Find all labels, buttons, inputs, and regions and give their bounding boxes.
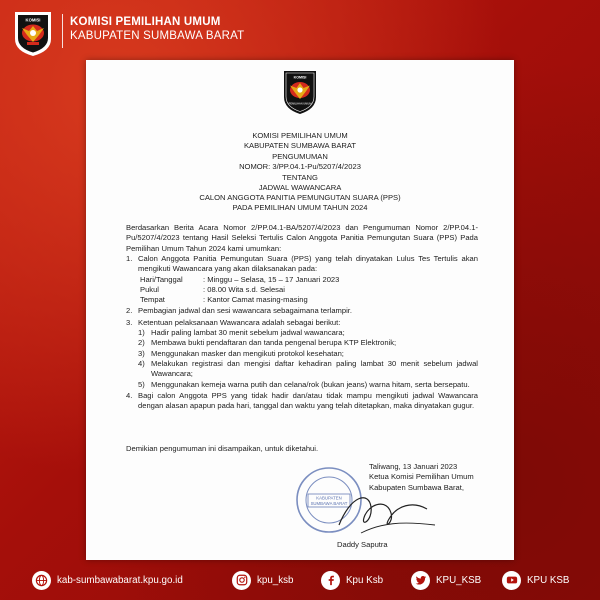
schedule-label: Hari/Tanggal bbox=[140, 274, 183, 284]
header bbox=[0, 0, 600, 62]
footer-facebook-link[interactable] bbox=[321, 570, 383, 590]
document-org-line1: KOMISI PEMILIHAN UMUM bbox=[252, 131, 348, 140]
instagram-icon bbox=[232, 571, 251, 590]
document-title-line2: CALON ANGGOTA PANITIA PEMUNGUTAN SUARA (PPS) bbox=[199, 193, 401, 203]
footer-facebook-text: Kpu Ksb bbox=[346, 574, 384, 586]
document-title-block bbox=[86, 152, 514, 214]
svg-text:KABUPATEN: KABUPATEN bbox=[316, 495, 342, 501]
schedule-label: Pukul bbox=[140, 284, 159, 294]
requirement-item: 2) Membawa bukti pendaftaran dan tanda pengenal berupa KTP Elektronik; bbox=[138, 338, 397, 348]
schedule-value: : Minggu – Selasa, 15 – 17 Januari 2023 bbox=[203, 274, 340, 284]
document-tentang: TENTANG bbox=[282, 172, 318, 182]
document-org-block bbox=[86, 131, 514, 152]
header-divider bbox=[62, 14, 63, 48]
schedule-value: : Kantor Camat masing-masing bbox=[203, 295, 308, 305]
globe-icon bbox=[32, 571, 51, 590]
document-title-line1: JADWAL WAWANCARA bbox=[258, 182, 342, 192]
requirements-list bbox=[138, 328, 478, 390]
svg-text:SUMBAWA BARAT: SUMBAWA BARAT bbox=[310, 501, 348, 506]
list-item: 2. Pembagian jadwal dan sesi wawancara sebagaimana terlampir. bbox=[126, 306, 478, 316]
requirement-item: 3) Menggunakan masker dan mengikuti protokol kesehatan; bbox=[138, 348, 344, 358]
list-item: 3. Ketentuan pelaksanaan Wawancara adalah sebagai berikut: 1) Hadir paling lambat 30 menit sebelum jadwal wawancara; 2) Membawa bukti pendaftaran dan tanda pengenal berupa KTP Elektronik; 3) Menggunakan masker dan mengikuti protokol kesehatan; 4) Melakukan registrasi dan mengisi daftar kehadiran paling lambat 30 menit sebelum jadwal Wawancara; 5) Menggunakan kemeja warna putih dan celana/rok (bukan jeans) warna hitam, serta bersepatu. bbox=[126, 317, 478, 389]
footer-website-link[interactable] bbox=[32, 570, 183, 590]
schedule-label: Tempat bbox=[140, 295, 165, 305]
footer-twitter-text: KPU_KSB bbox=[436, 574, 482, 586]
footer-instagram-link[interactable] bbox=[232, 570, 294, 590]
schedule-value: : 08.00 Wita s.d. Selesai bbox=[203, 284, 285, 294]
facebook-icon bbox=[321, 571, 340, 590]
item2-text: Pembagian jadwal dan sesi wawancara sebagaimana terlampir. bbox=[138, 306, 353, 316]
footer bbox=[0, 560, 600, 600]
schedule-row bbox=[138, 285, 478, 295]
kpu-logo-icon bbox=[282, 69, 318, 115]
sign-role-line1: Ketua Komisi Pemilihan Umum bbox=[369, 472, 474, 482]
document-org-line2: KABUPATEN SUMBAWA BARAT bbox=[243, 141, 357, 151]
header-org-line1: KOMISI PEMILIHAN UMUM bbox=[70, 16, 221, 28]
announcement-list bbox=[126, 254, 478, 411]
announcement-document bbox=[86, 60, 514, 560]
document-title-line3: PADA PEMILIHAN UMUM TAHUN 2024 bbox=[232, 203, 368, 213]
list-item: 4. Bagi calon Anggota PPS yang tidak hadir dan/atau tidak mampu mengikuti jadwal Wawancara dengan alasan apapun pada hari, tanggal dan waktu yang telah ditetapkan, maka dinyatakan gugur. bbox=[126, 390, 478, 411]
list-item: 1. Calon Anggota Panitia Pemungutan Suara (PPS) yang telah dinyatakan Lulus Tes Tertulis akan mengikuti Wawancara yang akan dilaksanakan pada: Hari/Tanggal : Minggu – Selasa, 15 – 17 Januari 2023 Pukul : 08.00 Wita s.d. Selesai Tempat : Kantor Camat masing-masing bbox=[126, 254, 478, 305]
footer-instagram-text: kpu_ksb bbox=[257, 574, 294, 586]
signature-block bbox=[369, 462, 509, 493]
twitter-icon bbox=[411, 571, 430, 590]
footer-youtube-link[interactable] bbox=[502, 570, 569, 590]
svg-text:KOMISI: KOMISI bbox=[25, 17, 41, 23]
paper-logo-bottom-text: PEMILIHAN UMUM bbox=[288, 102, 312, 106]
sign-role-line2: Kabupaten Sumbawa Barat, bbox=[369, 482, 464, 492]
item1-text: Calon Anggota Panitia Pemungutan Suara (PPS) yang telah dinyatakan Lulus Tes Tertulis akan mengikuti Wawancara yang akan dilaksanakan pada: bbox=[138, 254, 478, 274]
schedule-row bbox=[138, 275, 478, 285]
schedule-row bbox=[138, 295, 478, 305]
document-number: NOMOR: 3/PP.04.1-Pu/5207/4/2023 bbox=[239, 162, 361, 172]
paper-logo-top-text: KOMISI bbox=[293, 75, 307, 80]
kpu-logo-icon bbox=[11, 9, 55, 57]
schedule-details bbox=[138, 275, 478, 306]
requirement-item: 1) Hadir paling lambat 30 menit sebelum jadwal wawancara; bbox=[138, 328, 345, 338]
footer-twitter-link[interactable] bbox=[411, 570, 481, 590]
document-intro: Berdasarkan Berita Acara Nomor 2/PP.04.1-BA/5207/4/2023 dan Pengumuman Nomor 2/PP.04.1-Pu/5207/4/2023 tentang Hasil Seleksi Tertulis Calon Anggota Panitia Pemungutan Suara (PPS) Pada Pemilihan Umum Tahun 2024 kami umumkan: bbox=[126, 223, 478, 253]
signatory-name: Daddy Saputra bbox=[337, 540, 388, 549]
header-org-name bbox=[70, 15, 244, 44]
requirement-item: 4) Melakukan registrasi dan mengisi daftar kehadiran paling lambat 30 menit sebelum jadwal Wawancara; bbox=[138, 358, 478, 379]
sign-place-date: Taliwang, 13 Januari 2023 bbox=[369, 462, 458, 471]
signature-icon bbox=[331, 485, 441, 540]
document-closing: Demikian pengumuman ini disampaikan, untuk diketahui. bbox=[126, 444, 319, 453]
document-heading: PENGUMUMAN bbox=[272, 152, 328, 161]
item3-text: Ketentuan pelaksanaan Wawancara adalah sebagai berikut: bbox=[138, 317, 341, 327]
requirement-item: 5) Menggunakan kemeja warna putih dan celana/rok (bukan jeans) warna hitam, serta bersepatu. bbox=[138, 379, 470, 389]
footer-website-text: kab-sumbawabarat.kpu.go.id bbox=[57, 574, 183, 586]
footer-youtube-text: KPU KSB bbox=[527, 574, 570, 586]
item4-text: Bagi calon Anggota PPS yang tidak hadir dan/atau tidak mampu mengikuti jadwal Wawancara dengan alasan apapun pada hari, tanggal dan waktu yang telah ditetapkan, maka dinyatakan gugur. bbox=[138, 390, 478, 411]
header-org-line2: KABUPATEN SUMBAWA BARAT bbox=[70, 30, 245, 42]
youtube-icon bbox=[502, 571, 521, 590]
